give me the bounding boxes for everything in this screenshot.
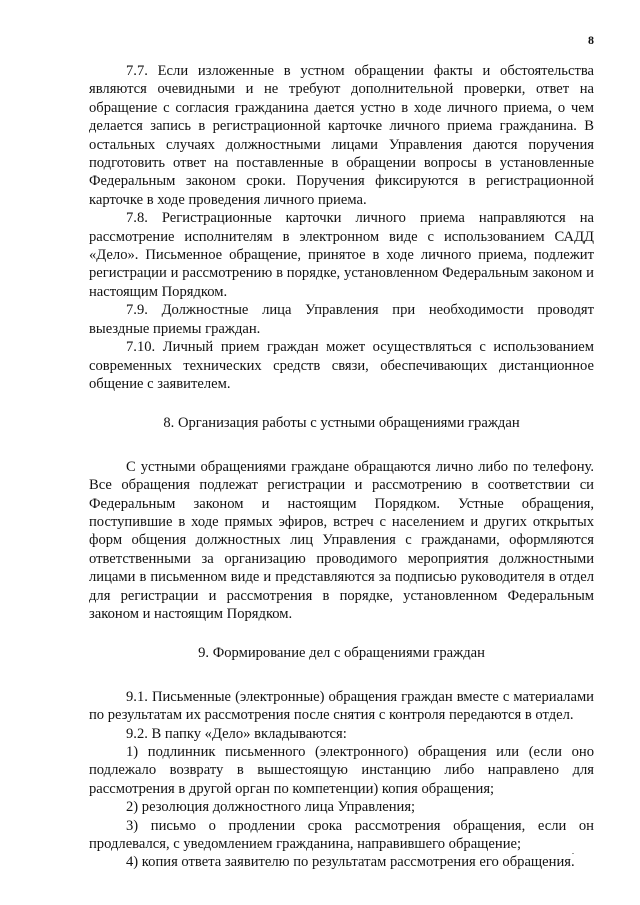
paragraph-7-8: 7.8. Регистрационные карточки личного приема направляются на рассмотрение исполнителям в электронном виде с использованием САДД «Дело». Письменное обращение, принятое в ходе личного приема, подлежит регистрации и рассмотрению в порядке, установленном Федеральным законом и настоящим Порядком. (89, 210, 594, 300)
page-number: 8 (588, 33, 594, 47)
paragraph-8-body: С устными обращениями граждане обращаются лично либо по телефону. Все обращения подлежат регистрации и рассмотрению в соответствии си Федеральным законом и настоящим Порядком. Устные обращения, поступившие в ходе прямых эфиров, встреч с населением и других открытых форм общения должностных лиц Управления с гражданами, оформляются ответственными за организацию проводимого мероприятия должностными лицами в письменном виде и представляются за подписью руководителя в отдел для регистрации и рассмотрения в порядке, установленном Федеральным законом и настоящим Порядком. (89, 458, 594, 622)
document-body (89, 62, 594, 872)
section-8-heading: 8. Организация работы с устными обращениями граждан (163, 415, 520, 432)
paragraph-9-2: 9.2. В папку «Дело» вкладываются: (126, 725, 347, 742)
list-item-2: 2) резолюция должностного лица Управления; (126, 799, 416, 816)
list-item-4: 4) копия ответа заявителю по результатам рассмотрения его обращения. (126, 854, 575, 871)
list-item-3: 3) письмо о продлении срока рассмотрения обращения, если он продлевался, с уведомлением гражданина, направившего обращение; (89, 817, 594, 853)
paragraph-9-1: 9.1. Письменные (электронные) обращения граждан вместе с материалами по результатам их рассмотрения после снятия с контроля передаются в отдел. (89, 688, 594, 724)
paragraph-7-10: 7.10. Личный прием граждан может осуществляться с использованием современных технических средств связи, обеспечивающих дистанционное общение с заявителем. (89, 339, 594, 392)
paragraph-7-7: 7.7. Если изложенные в устном обращении факты и обстоятельства являются очевидными и не требуют дополнительной проверки, ответ на обращение с согласия гражданина дается устно в ходе личного приема, о чем делается запись в регистрационной карточке личного приема гражданина. В остальных случаях должностными лицами Управления даются поручения подготовить ответ на поставленные в обращении вопросы в установленные Федеральным законом сроки. Поручения фиксируются в регистрационной карточке в ходе проведения личного приема. (89, 63, 594, 208)
section-9-heading: 9. Формирование дел с обращениями граждан (198, 645, 485, 662)
scan-speck (572, 853, 574, 854)
paragraph-7-9: 7.9. Должностные лица Управления при необходимости проводят выездные приемы граждан. (89, 302, 594, 337)
list-item-1: 1) подлинник письменного (электронного) обращения или (если оно подлежало возврату в вышестоящую инстанцию либо направлено для рассмотрения в другой орган по компетенции) копия обращения; (89, 744, 594, 797)
document-page (89, 0, 594, 905)
